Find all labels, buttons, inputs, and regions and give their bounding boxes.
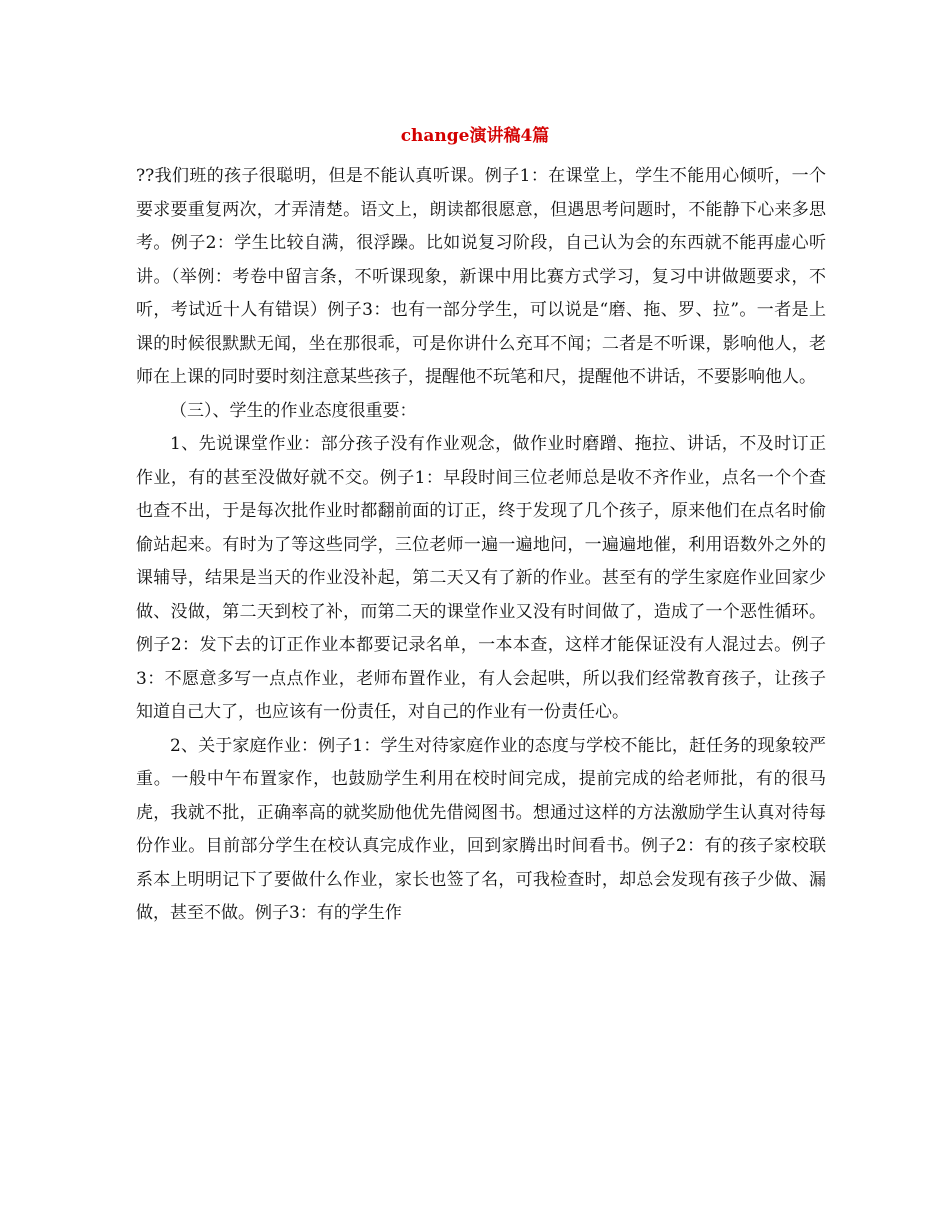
- paragraph-classroom-homework: 1、先说课堂作业：部分孩子没有作业观念，做作业时磨蹭、拖拉、讲话，不及时订正作业，有的甚至没做好就不交。例子1：早段时间三位老师总是收不齐作业，点名一个个查也查不出，于是每次批作业时都翻前面的订正，终于发现了几个孩子，原来他们在点名时偷偷站起来。有时为了等这些同学，三位老师一遍一遍地问，一遍遍地催，利用语数外之外的课辅导，结果是当天的作业没补起，第二天又有了新的作业。甚至有的学生家庭作业回家少做、没做，第二天到校了补，而第二天的课堂作业又没有时间做了，造成了一个恶性循环。例子2：发下去的订正作业本都要记录名单，一本本查，这样才能保证没有人混过去。例子3：不愿意多写一点点作业，老师布置作业，有人会起哄，所以我们经常教育孩子，让孩子知道自己大了，也应该有一份责任，对自己的作业有一份责任心。: [136, 434, 826, 722]
- paragraph-home-homework: 2、关于家庭作业：例子1：学生对待家庭作业的态度与学校不能比，赶任务的现象较严重。一般中午布置家作，也鼓励学生利用在校时间完成，提前完成的给老师批，有的很马虎，我就不批，正确率高的就奖励他优先借阅图书。想通过这样的方法激励学生认真对待每份作业。目前部分学生在校认真完成作业，回到家腾出时间看书。例子2：有的孩子家校联系本上明明记下了要做什么作业，家长也签了名，可我检查时，却总会发现有孩子少做、漏做，甚至不做。例子3：有的学生作: [136, 735, 826, 923]
- paragraph-intro: ??我们班的孩子很聪明，但是不能认真听课。例子1：在课堂上，学生不能用心倾听，一个要求要重复两次，才弄清楚。语文上，朗读都很愿意，但遇思考问题时，不能静下心来多思考。例子2：学生比较自满，很浮躁。比如说复习阶段，自己认为会的东西就不能再虚心听讲。（举例：考卷中留言条，不听课现象，新课中用比赛方式学习，复习中讲做题要求，不听，考试近十人有错误）例子3：也有一部分学生，可以说是“磨、拖、罗、拉”。一者是上课的时候很默默无闻，坐在那很乖，可是你讲什么充耳不闻；二者是不听课，影响他人，老师在上课的同时要时刻注意某些孩子，提醒他不玩笔和尺，提醒他不讲话，不要影响他人。: [136, 166, 826, 387]
- document-title: change演讲稿4篇: [400, 126, 550, 146]
- paragraph-section-heading: （三）、学生的作业态度很重要：: [170, 400, 417, 421]
- document-body: [136, 160, 826, 931]
